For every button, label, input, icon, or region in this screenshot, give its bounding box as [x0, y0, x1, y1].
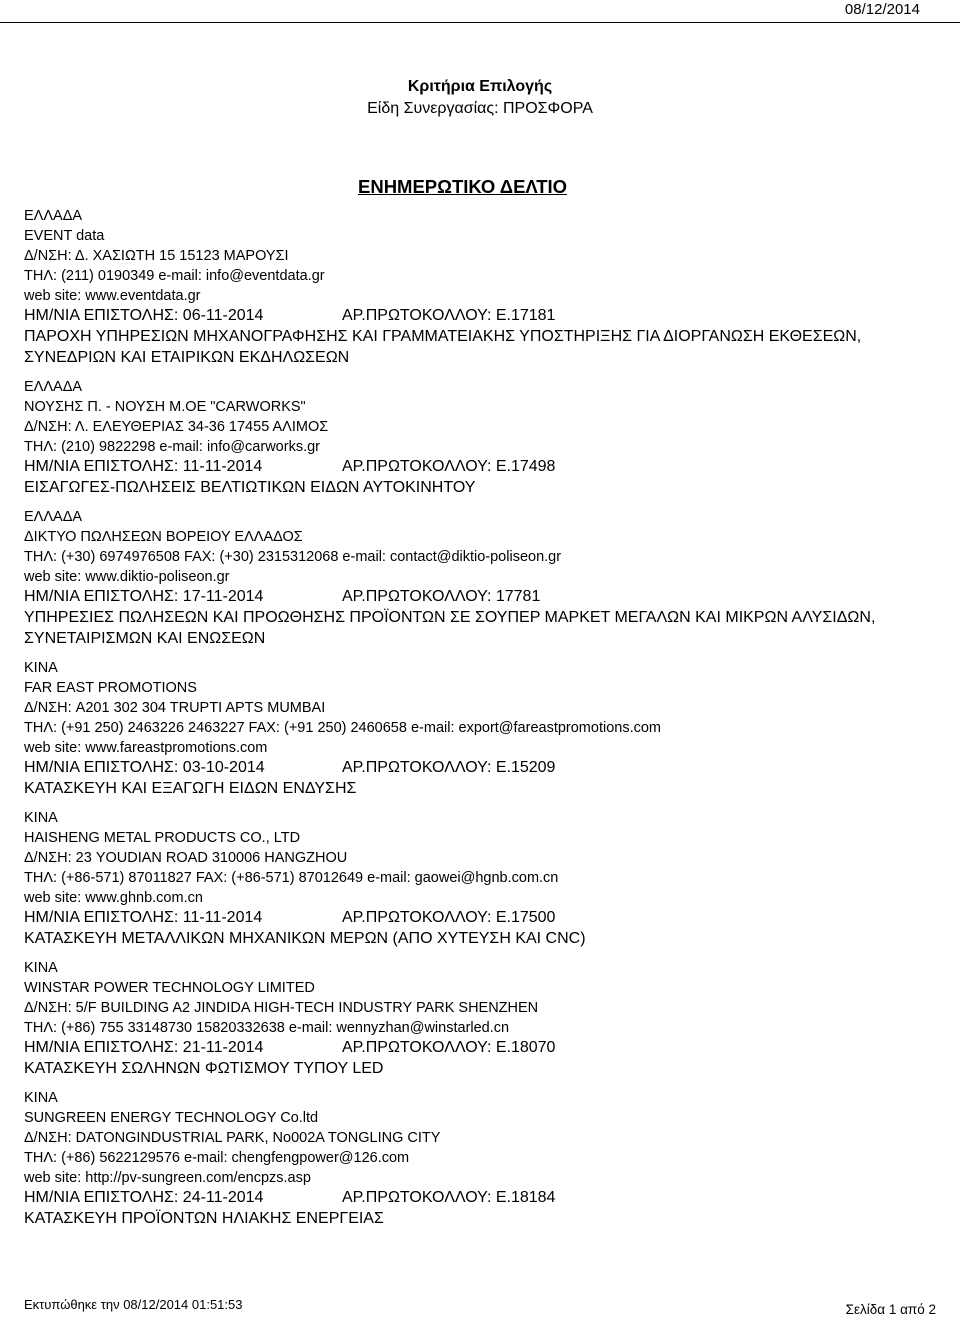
entry-contact: ΤΗΛ: (+91 250) 2463226 2463227 FAX: (+91 250) 2460658 e-mail: export@fareastpromotions.com [24, 720, 662, 736]
entry-protocol: ΑΡ.ΠΡΩΤΟΚΟΛΛΟΥ: Ε.18184 [342, 1189, 556, 1206]
entry-country: ΚΙΝΑ [24, 1090, 58, 1106]
entry-date-protocol [24, 587, 944, 607]
entry-description: ΚΑΤΑΣΚΕΥΗ ΜΕΤΑΛΛΙΚΩΝ ΜΗΧΑΝΙΚΩΝ ΜΕΡΩΝ (ΑΠΟ ΧΥΤΕΥΣΗ ΚΑΙ CNC) [24, 930, 586, 947]
entry-carworks [24, 377, 944, 498]
entry-company: ΔΙΚΤΥΟ ΠΩΛΗΣΕΩΝ ΒΟΡΕΙΟΥ ΕΛΛΑΔΟΣ [24, 529, 303, 545]
entry-website: web site: www.ghnb.com.cn [24, 890, 203, 906]
entry-haisheng-metal [24, 808, 944, 949]
entry-date-protocol [24, 908, 944, 928]
entry-company: WINSTAR POWER TECHNOLOGY LIMITED [24, 980, 315, 996]
entry-description: ΚΑΤΑΣΚΕΥΗ ΚΑΙ ΕΞΑΓΩΓΗ ΕΙΔΩΝ ΕΝΔΥΣΗΣ [24, 780, 357, 797]
criteria-title: Κριτήρια Επιλογής [407, 78, 553, 95]
entry-date-protocol [24, 1188, 944, 1208]
entry-diktio-poliseon [24, 507, 944, 649]
entry-event-data [24, 206, 944, 368]
entry-address: Δ/ΝΣΗ: A201 302 304 TRUPTI APTS MUMBAI [24, 700, 326, 716]
entry-address: Δ/ΝΣΗ: Λ. ΕΛΕΥΘΕΡΙΑΣ 34-36 17455 ΑΛΙΜΟΣ [24, 419, 329, 435]
entry-protocol: ΑΡ.ΠΡΩΤΟΚΟΛΛΟΥ: Ε.17500 [342, 909, 556, 926]
criteria-subtitle: Είδη Συνεργασίας: ΠΡΟΣΦΟΡΑ [367, 100, 593, 117]
footer-page-number: Σελίδα 1 από 2 [845, 1302, 936, 1317]
entry-contact: ΤΗΛ: (+30) 6974976508 FAX: (+30) 2315312068 e-mail: contact@diktio-poliseon.gr [24, 549, 562, 565]
entry-date-protocol [24, 457, 944, 477]
entry-company: EVENT data [24, 228, 105, 244]
entries-list [24, 206, 944, 1229]
entry-letter-date: ΗΜ/ΝΙΑ ΕΠΙΣΤΟΛΗΣ: 03-10-2014 [24, 759, 265, 776]
header-date: 08/12/2014 [844, 1, 920, 18]
entry-letter-date: ΗΜ/ΝΙΑ ΕΠΙΣΤΟΛΗΣ: 17-11-2014 [24, 588, 264, 605]
entry-description: ΚΑΤΑΣΚΕΥΗ ΠΡΟΪΟΝΤΩΝ ΗΛΙΑΚΗΣ ΕΝΕΡΓΕΙΑΣ [24, 1210, 384, 1227]
entry-sungreen-energy [24, 1088, 944, 1229]
entry-country: ΕΛΛΑΔΑ [24, 208, 83, 224]
entry-country: ΚΙΝΑ [24, 960, 58, 976]
report-title: ΕΝΗΜΕΡΩΤΙΚΟ ΔΕΛΤΙΟ [358, 176, 568, 197]
entry-company: HAISHENG METAL PRODUCTS CO., LTD [24, 830, 301, 846]
entry-contact: ΤΗΛ: (211) 0190349 e-mail: info@eventdata.gr [24, 268, 325, 284]
entry-protocol: ΑΡ.ΠΡΩΤΟΚΟΛΛΟΥ: Ε.17498 [342, 458, 556, 475]
header-divider [0, 22, 960, 23]
entry-contact: ΤΗΛ: (210) 9822298 e-mail: info@carworks.gr [24, 439, 320, 455]
entry-description: ΚΑΤΑΣΚΕΥΗ ΣΩΛΗΝΩΝ ΦΩΤΙΣΜΟΥ ΤΥΠΟΥ LED [24, 1060, 384, 1077]
entry-letter-date: ΗΜ/ΝΙΑ ΕΠΙΣΤΟΛΗΣ: 21-11-2014 [24, 1039, 264, 1056]
entry-description: ΥΠΗΡΕΣΙΕΣ ΠΩΛΗΣΕΩΝ ΚΑΙ ΠΡΟΩΘΗΣΗΣ ΠΡΟΪΟΝΤΩΝ ΣΕ ΣΟΥΠΕΡ ΜΑΡΚΕΤ ΜΕΓΑΛΩΝ ΚΑΙ ΜΙΚΡΩΝ ΑΛΥΣΙΔΩΝ, ΣΥΝΕΤΑΙΡΙΣΜΩΝ ΚΑΙ ΕΝΩΣΕΩΝ [24, 609, 876, 647]
entry-contact: ΤΗΛ: (+86-571) 87011827 FAX: (+86-571) 87012649 e-mail: gaowei@hgnb.com.cn [24, 870, 559, 886]
entry-letter-date: ΗΜ/ΝΙΑ ΕΠΙΣΤΟΛΗΣ: 06-11-2014 [24, 307, 264, 324]
entry-country: ΚΙΝΑ [24, 810, 58, 826]
entry-country: ΕΛΛΑΔΑ [24, 509, 83, 525]
entry-country: ΚΙΝΑ [24, 660, 58, 676]
entry-address: Δ/ΝΣΗ: 5/F BUILDING A2 JINDIDA HIGH-TECH INDUSTRY PARK SHENZHEN [24, 1000, 539, 1016]
selection-criteria [0, 76, 960, 120]
entry-company: ΝΟΥΣΗΣ Π. - ΝΟΥΣΗ Μ.ΟΕ "CARWORKS" [24, 399, 306, 415]
entry-description: ΕΙΣΑΓΩΓΕΣ-ΠΩΛΗΣΕΙΣ ΒΕΛΤΙΩΤΙΚΩΝ ΕΙΔΩΝ ΑΥΤΟΚΙΝΗΤΟΥ [24, 479, 476, 496]
entry-far-east-promotions [24, 658, 944, 799]
entry-protocol: ΑΡ.ΠΡΩΤΟΚΟΛΛΟΥ: 17781 [342, 588, 541, 605]
entry-date-protocol [24, 758, 944, 778]
page-header [0, 0, 960, 18]
entry-website: web site: www.fareastpromotions.com [24, 740, 268, 756]
entry-company: SUNGREEN ENERGY TECHNOLOGY Co.ltd [24, 1110, 319, 1126]
entry-contact: ΤΗΛ: (+86) 755 33148730 15820332638 e-mail: wennyzhan@winstarled.cn [24, 1020, 510, 1036]
entry-website: web site: www.diktio-poliseon.gr [24, 569, 230, 585]
entry-website: web site: www.eventdata.gr [24, 288, 201, 304]
entry-contact: ΤΗΛ: (+86) 5622129576 e-mail: chengfengpower@126.com [24, 1150, 410, 1166]
entry-letter-date: ΗΜ/ΝΙΑ ΕΠΙΣΤΟΛΗΣ: 24-11-2014 [24, 1189, 264, 1206]
entry-country: ΕΛΛΑΔΑ [24, 379, 83, 395]
footer-printed-at: Εκτυπώθηκε την 08/12/2014 01:51:53 [24, 1297, 243, 1312]
entry-date-protocol [24, 1038, 944, 1058]
entry-letter-date: ΗΜ/ΝΙΑ ΕΠΙΣΤΟΛΗΣ: 11-11-2014 [24, 909, 263, 926]
entry-date-protocol [24, 306, 944, 326]
entry-address: Δ/ΝΣΗ: 23 YOUDIAN ROAD 310006 HANGZHOU [24, 850, 348, 866]
entry-winstar-power [24, 958, 944, 1079]
entry-protocol: ΑΡ.ΠΡΩΤΟΚΟΛΛΟΥ: Ε.18070 [342, 1039, 556, 1056]
entry-description: ΠΑΡΟΧΗ ΥΠΗΡΕΣΙΩΝ ΜΗΧΑΝΟΓΡΑΦΗΣΗΣ ΚΑΙ ΓΡΑΜΜΑΤΕΙΑΚΗΣ ΥΠΟΣΤΗΡΙΞΗΣ ΓΙΑ ΔΙΟΡΓΑΝΩΣΗ ΕΚΘΕΣΕΩΝ, ΣΥΝΕΔΡΙΩΝ ΚΑΙ ΕΤΑΙΡΙΚΩΝ ΕΚΔΗΛΩΣΕΩΝ [24, 328, 862, 366]
entry-company: FAR EAST PROMOTIONS [24, 680, 197, 696]
entry-website: web site: http://pv-sungreen.com/encpzs.asp [24, 1170, 311, 1186]
entry-letter-date: ΗΜ/ΝΙΑ ΕΠΙΣΤΟΛΗΣ: 11-11-2014 [24, 458, 263, 475]
entry-protocol: ΑΡ.ΠΡΩΤΟΚΟΛΛΟΥ: Ε.15209 [342, 759, 556, 776]
entry-address: Δ/ΝΣΗ: DATONGINDUSTRIAL PARK, No002A TONGLING CITY [24, 1130, 441, 1146]
entry-protocol: ΑΡ.ΠΡΩΤΟΚΟΛΛΟΥ: Ε.17181 [342, 307, 556, 324]
entry-address: Δ/ΝΣΗ: Δ. ΧΑΣΙΩΤΗ 15 15123 ΜΑΡΟΥΣΙ [24, 248, 289, 264]
